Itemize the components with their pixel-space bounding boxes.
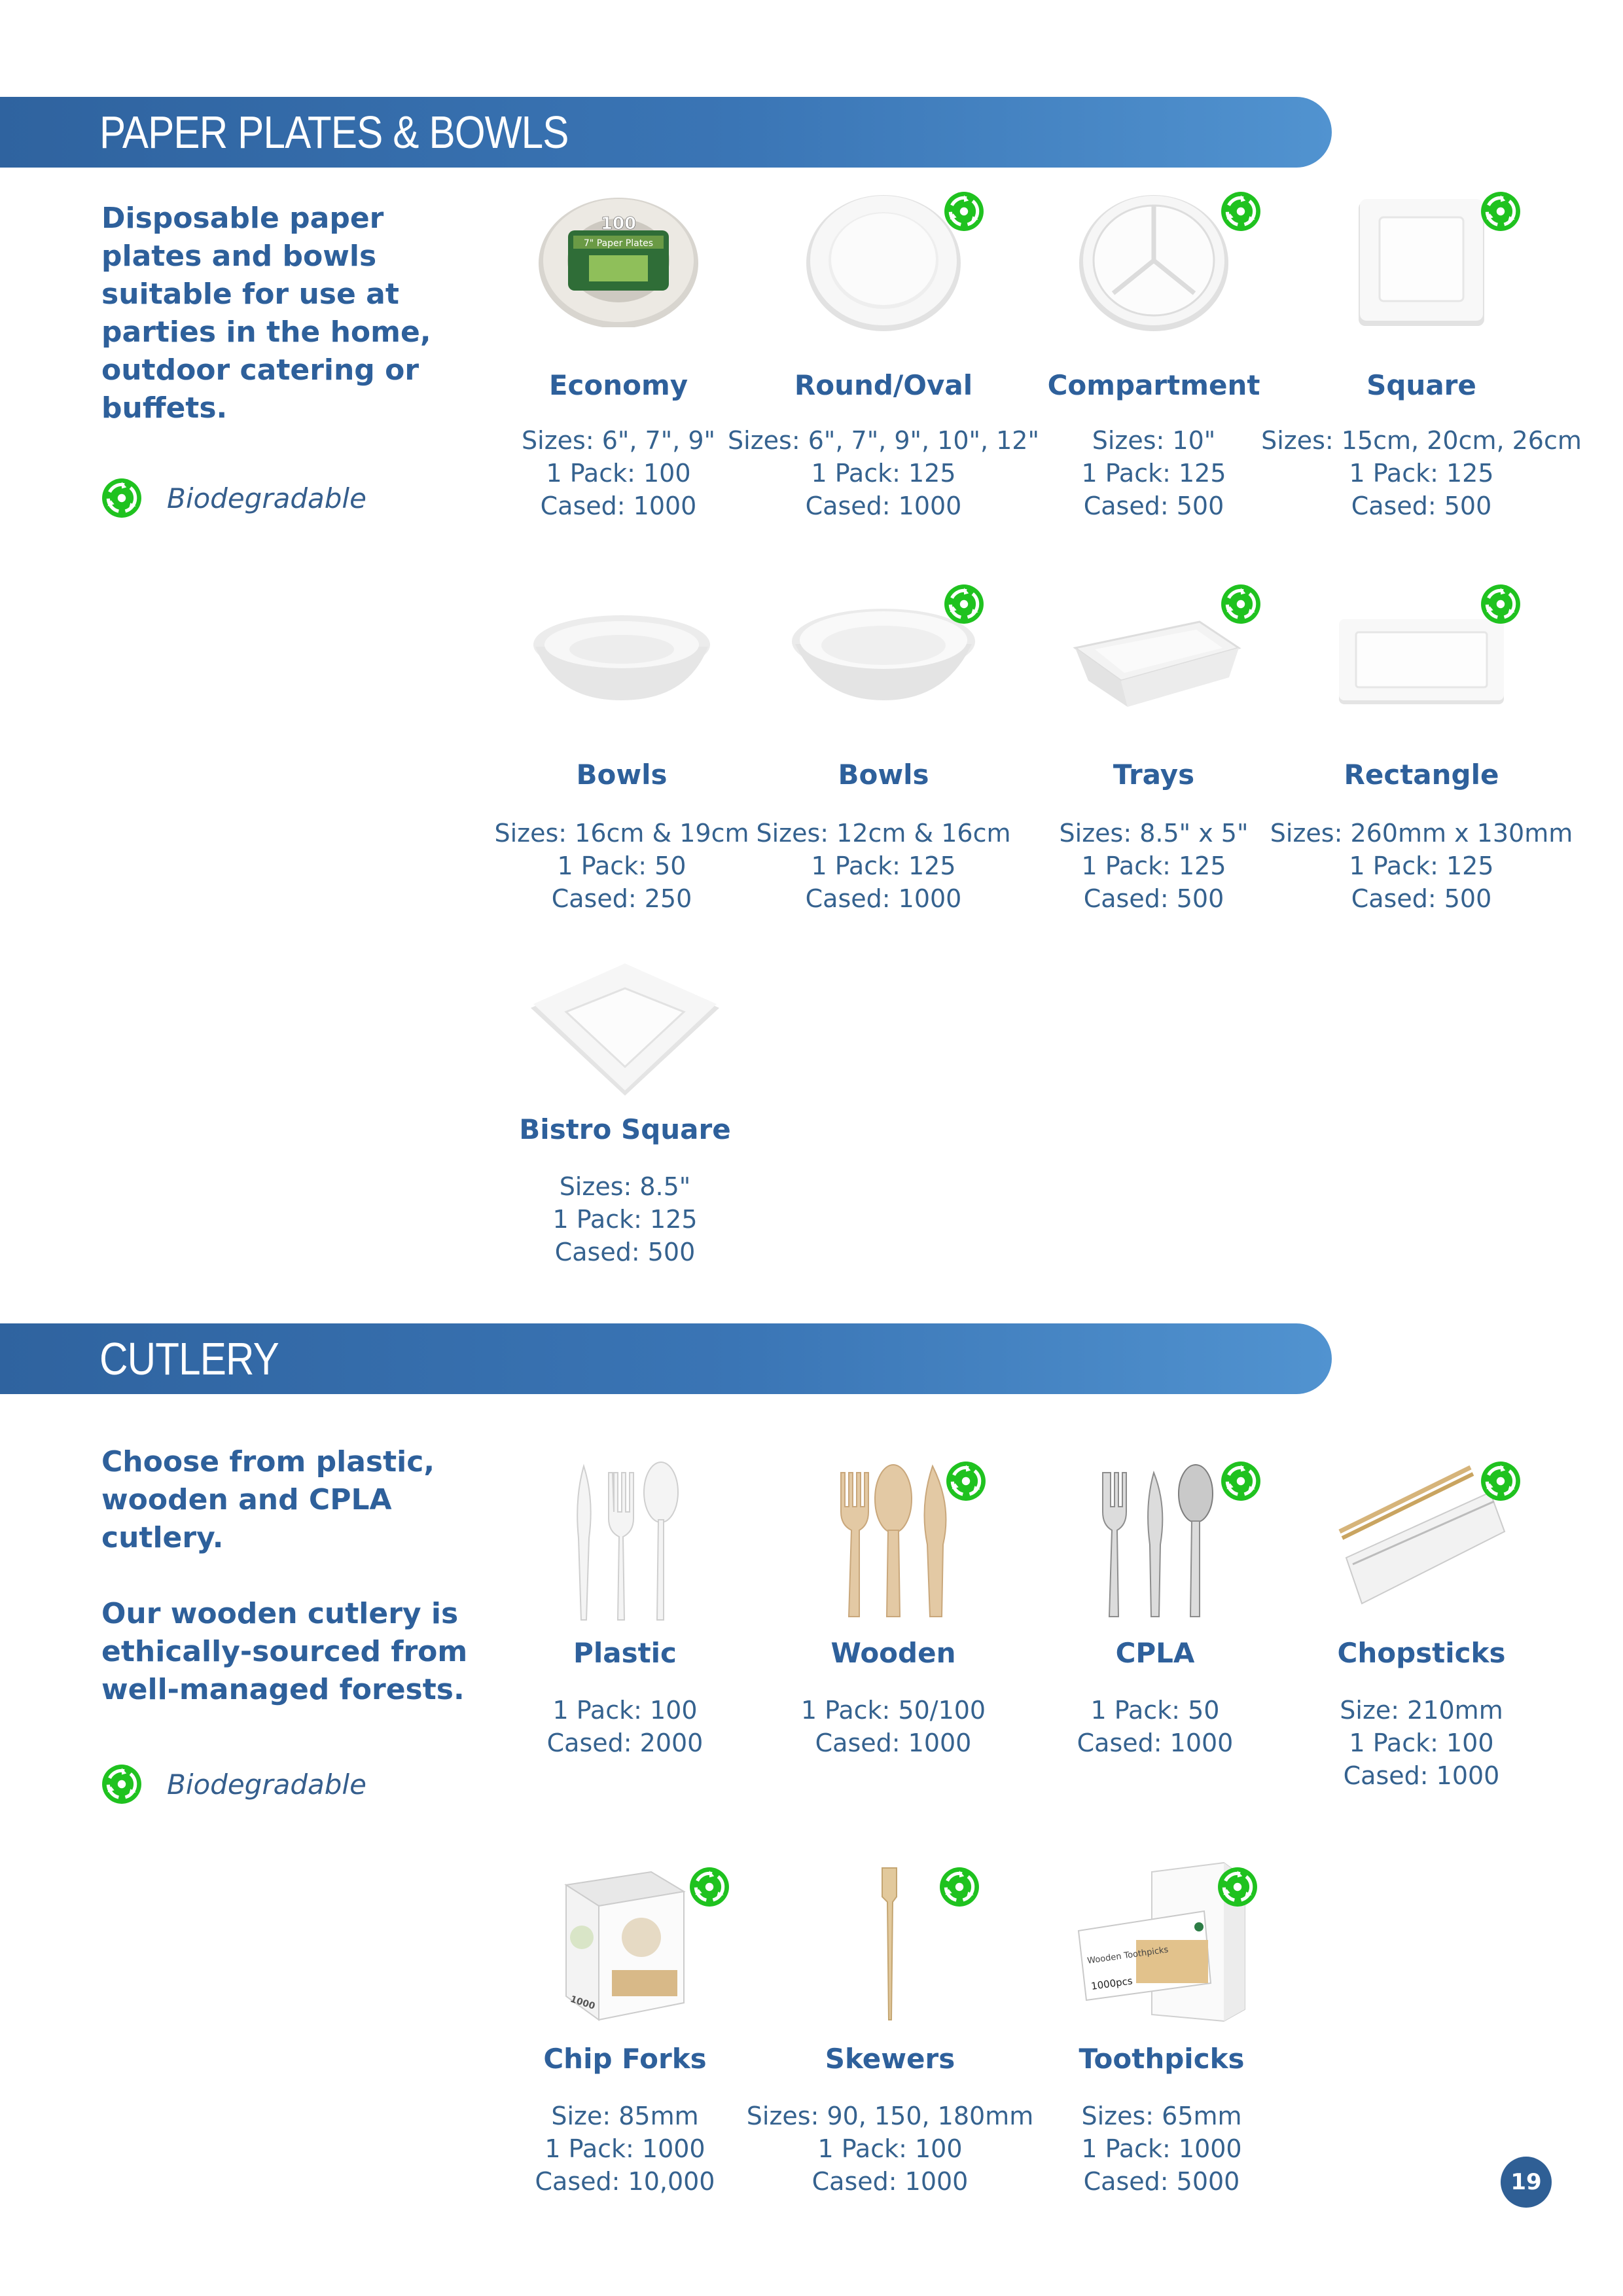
biodegradable-badge-icon: [689, 1867, 730, 1907]
product-name: Wooden: [830, 1637, 956, 1669]
product-name: Bowls: [838, 759, 929, 791]
biodegradable-badge-icon: [1221, 191, 1261, 232]
product-specs: Sizes: 8.5" 1 Pack: 125 Cased: 500: [552, 1172, 698, 1266]
biodegradable-icon: [101, 478, 142, 518]
biodegradable-badge-icon: [1221, 1461, 1261, 1501]
biodegradable-badge-icon: [946, 1461, 986, 1501]
product-specs: Sizes: 6", 7", 9" 1 Pack: 100 Cased: 1000: [522, 426, 715, 520]
product-name: Toothpicks: [1079, 2043, 1245, 2075]
product-name: Skewers: [825, 2043, 955, 2075]
paper-bowl-icon: [530, 609, 713, 707]
product-specs: Size: 210mm 1 Pack: 100 Cased: 1000: [1340, 1696, 1503, 1790]
section-intro: [101, 1443, 468, 1709]
intro-text: Choose from plastic, wooden and CPLA cutlery.: [101, 1445, 435, 1554]
section-title: CUTLERY: [99, 1333, 279, 1384]
bistro-square-plate-icon: [527, 962, 723, 1100]
product-specs: Size: 85mm 1 Pack: 1000 Cased: 10,000: [535, 2102, 715, 2196]
svg-text:1000pcs: 1000pcs: [1090, 1975, 1133, 1992]
product-specs: Sizes: 15cm, 20cm, 26cm 1 Pack: 125 Cased: 500: [1261, 426, 1582, 520]
legend-label: Biodegradable: [167, 482, 366, 514]
product-specs: Sizes: 10" 1 Pack: 125 Cased: 500: [1081, 426, 1226, 520]
biodegradable-badge-icon: [1221, 584, 1261, 624]
compartment-plate-icon: [1075, 190, 1232, 334]
biodegradable-badge-icon: [944, 191, 984, 232]
rectangle-plate-icon: [1336, 615, 1507, 707]
product-name: Plastic: [573, 1637, 677, 1669]
product-name: CPLA: [1115, 1637, 1195, 1669]
svg-text:100: 100: [600, 214, 637, 234]
product-specs: Sizes: 16cm & 19cm 1 Pack: 50 Cased: 250: [494, 819, 749, 913]
section-banner-cutlery: [0, 1323, 1332, 1394]
product-name: Rectangle: [1344, 759, 1499, 791]
product-specs: Sizes: 260mm x 130mm 1 Pack: 125 Cased: 500: [1270, 819, 1573, 913]
skewer-icon: [877, 1865, 903, 2022]
product-name: Square: [1366, 369, 1476, 401]
product-name: Bistro Square: [519, 1113, 731, 1145]
biodegradable-badge-icon: [1217, 1867, 1258, 1907]
svg-text:1000: 1000: [569, 1994, 597, 2012]
tray-icon: [1062, 609, 1245, 713]
product-specs: 1 Pack: 50 Cased: 1000: [1077, 1696, 1234, 1757]
product-name: Compartment: [1047, 369, 1260, 401]
section-banner-plates: [0, 97, 1332, 168]
intro-text-2: Our wooden cutlery is ethically-sourced from well-managed forests.: [101, 1597, 468, 1706]
section-title: PAPER PLATES & BOWLS: [99, 107, 569, 158]
biodegradable-badge-icon: [1480, 584, 1521, 624]
svg-text:7" Paper Plates: 7" Paper Plates: [583, 238, 654, 249]
biodegradable-badge-icon: [944, 584, 984, 624]
product-specs: Sizes: 6", 7", 9", 10", 12" 1 Pack: 125 Cased: 1000: [728, 426, 1039, 520]
product-name: Round/Oval: [794, 369, 973, 401]
intro-text: Disposable paper plates and bowls suitable for use at parties in the home, outdoor catering or buffets.: [101, 202, 431, 425]
product-specs: Sizes: 8.5" x 5" 1 Pack: 125 Cased: 500: [1059, 819, 1249, 913]
product-name: Trays: [1113, 759, 1195, 791]
svg-text:Wooden Toothpicks: Wooden Toothpicks: [1086, 1945, 1169, 1966]
section-intro: [101, 200, 468, 427]
round-plate-icon: [802, 190, 965, 334]
biodegradable-badge-icon: [939, 1867, 980, 1907]
product-specs: Sizes: 90, 150, 180mm 1 Pack: 100 Cased: 1000: [746, 2102, 1034, 2196]
product-name: Chopsticks: [1337, 1637, 1506, 1669]
chip-fork-box-icon: [553, 1865, 697, 2022]
product-specs: Sizes: 65mm 1 Pack: 1000 Cased: 5000: [1081, 2102, 1242, 2196]
legend-label: Biodegradable: [167, 1768, 366, 1801]
paper-plate-stack-icon: [537, 190, 700, 327]
product-specs: Sizes: 12cm & 16cm 1 Pack: 125 Cased: 1000: [756, 819, 1011, 913]
product-name: Economy: [548, 369, 688, 401]
square-plate-icon: [1356, 196, 1487, 327]
product-name: Bowls: [576, 759, 668, 791]
biodegradable-icon: [101, 1764, 142, 1804]
biodegradable-badge-icon: [1480, 191, 1521, 232]
plastic-cutlery-icon: [563, 1460, 687, 1623]
cpla-cutlery-icon: [1090, 1460, 1221, 1623]
page-number: 19: [1501, 2157, 1552, 2208]
product-name: Chip Forks: [543, 2043, 707, 2075]
biodegradable-badge-icon: [1480, 1461, 1521, 1501]
wooden-cutlery-icon: [828, 1460, 959, 1623]
product-specs: 1 Pack: 100 Cased: 2000: [546, 1696, 704, 1757]
product-specs: 1 Pack: 50/100 Cased: 1000: [800, 1696, 986, 1757]
